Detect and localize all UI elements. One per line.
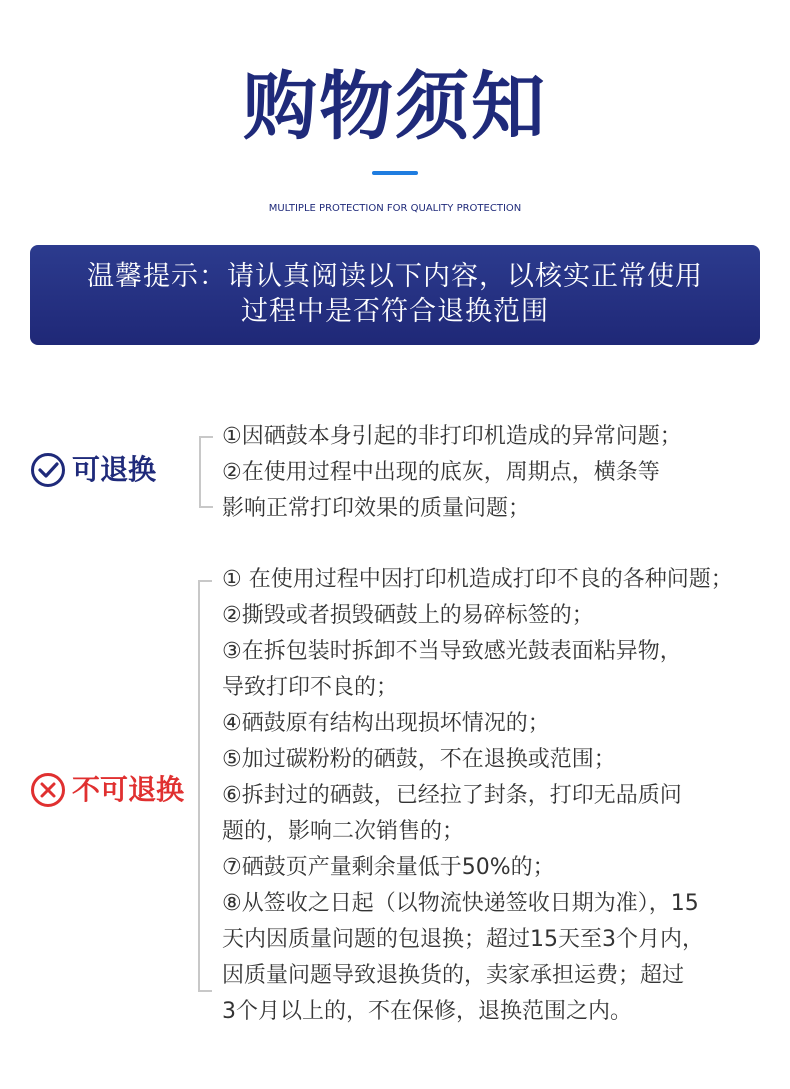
non-returnable-heading — [30, 772, 184, 808]
returnable-label: 可退换 — [72, 453, 157, 486]
notice-line-1: 温馨提示：请认真阅读以下内容，以核实正常使用 — [87, 261, 703, 292]
list-item: 3个月以上的，不在保修，退换范围之内。 — [222, 999, 632, 1024]
list-item: ④硒鼓原有结构出现损坏情况的； — [222, 711, 550, 736]
non-returnable-list — [222, 562, 762, 1030]
list-item: ②撕毁或者损毁硒鼓上的易碎标签的； — [222, 603, 594, 628]
non-returnable-bracket — [198, 580, 212, 992]
check-circle-icon — [30, 452, 66, 488]
returnable-heading — [30, 452, 156, 488]
notice-line-2: 过程中是否符合退换范围 — [241, 296, 549, 327]
x-circle-icon — [30, 772, 66, 808]
returnable-list — [222, 419, 762, 527]
list-item: ⑧从签收之日起（以物流快递签收日期为准），15 — [222, 891, 699, 916]
list-item: ⑤加过碳粉粉的硒鼓，不在退换或范围； — [222, 747, 616, 772]
list-item: 影响正常打印效果的质量问题； — [222, 496, 531, 521]
list-item: ⑥拆封过的硒鼓，已经拉了封条，打印无品质问 — [222, 783, 682, 808]
notice-banner — [30, 245, 760, 345]
list-item: ① 在使用过程中因打印机造成打印不良的各种问题； — [222, 567, 733, 592]
page-title: 购物须知 — [243, 64, 547, 150]
title-underline — [372, 171, 418, 175]
returnable-bracket — [199, 436, 213, 508]
list-item: ⑦硒鼓页产量剩余量低于50%的； — [222, 855, 555, 880]
page-subtitle: MULTIPLE PROTECTION FOR QUALITY PROTECTION — [268, 203, 522, 214]
list-item: 因质量问题导致退换货的，卖家承担运费；超过 — [222, 963, 685, 988]
list-item: 天内因质量问题的包退换；超过15天至3个月内， — [222, 927, 704, 952]
list-item: 导致打印不良的； — [222, 675, 399, 700]
list-item: ③在拆包装时拆卸不当导致感光鼓表面粘异物， — [222, 639, 682, 664]
list-item: ①因硒鼓本身引起的非打印机造成的异常问题； — [222, 424, 682, 449]
non-returnable-label: 不可退换 — [72, 773, 185, 806]
list-item: 题的，影响二次销售的； — [222, 819, 465, 844]
list-item: ②在使用过程中出现的底灰，周期点，横条等 — [222, 460, 660, 485]
